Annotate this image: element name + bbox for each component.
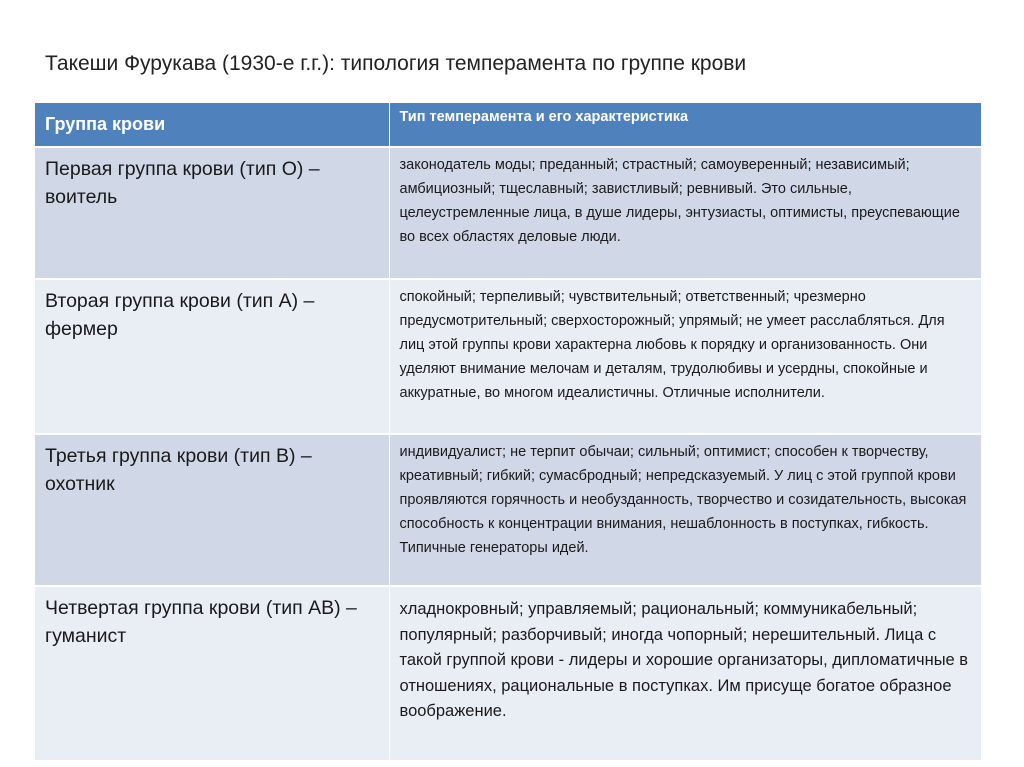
row-group-cell: Четвертая группа крови (тип АВ) – гуманист [35, 586, 389, 760]
header-temperament-type: Тип темперамента и его характеристика [389, 103, 981, 147]
typology-table [35, 103, 982, 760]
row-group-cell: Вторая группа крови (тип А) – фермер [35, 279, 389, 434]
table-header-row [35, 103, 981, 147]
row-description-cell: индивидуалист; не терпит обычаи; сильный; оптимист; способен к творчеству, креативный; гибкий; сумасбродный; непредсказуемый. У лиц с этой группой крови проявляются горячность и необузданность, творчество и созидательность, высокая способность к концентрации внимания, нешаблонность в поступках, гибкость. Типичные генераторы идей. [389, 434, 981, 586]
table-row [35, 434, 981, 586]
row-description-cell: спокойный; терпеливый; чувствительный; ответственный; чрезмерно предусмотрительный; сверхосторожный; упрямый; не умеет расслабляться. Для лиц этой группы крови характерна любовь к порядку и организованность. Они уделяют внимание мелочам и деталям, трудолюбивы и усердны, спокойные и аккуратные, во многом идеалистичны. Отличные исполнители. [389, 279, 981, 434]
row-group-cell: Первая группа крови (тип О) – воитель [35, 147, 389, 279]
row-description-cell: законодатель моды; преданный; страстный; самоуверенный; независимый; амбициозный; тщеславный; завистливый; ревнивый. Это сильные, целеустремленные лица, в душе лидеры, энтузиасты, оптимисты, преуспевающие во всех областях деловые люди. [389, 147, 981, 279]
row-group-cell: Третья группа крови (тип В) – охотник [35, 434, 389, 586]
row-description-cell: хладнокровный; управляемый; рациональный; коммуникабельный; популярный; разборчивый; иногда чопорный; нерешительный. Лица с такой группой крови - лидеры и хорошие организаторы, дипломатичные в отношениях, рациональные в поступках. Им присуще богатое образное воображение. [389, 586, 981, 760]
slide-title: Такеши Фурукава (1930-е г.г.): типология темперамента по группе крови [45, 52, 747, 75]
table-row [35, 279, 981, 434]
table-row [35, 147, 981, 279]
table-row [35, 586, 981, 760]
header-blood-group: Группа крови [35, 103, 389, 147]
